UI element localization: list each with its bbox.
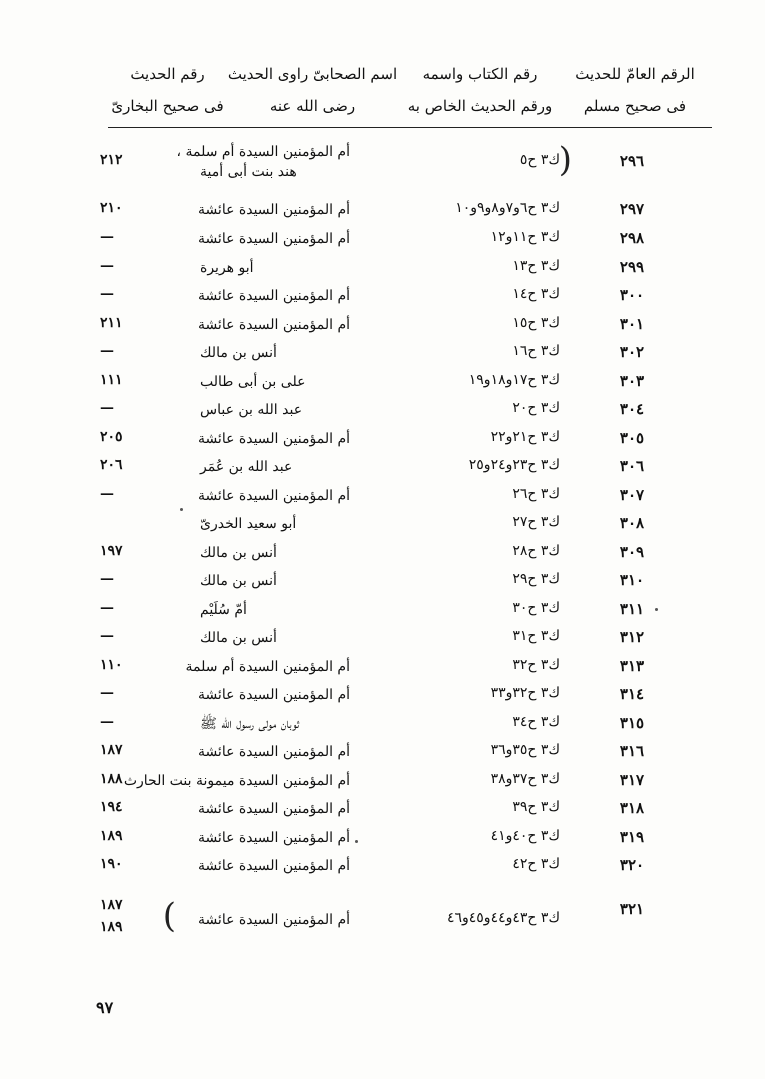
narrator-line: أم المؤمنين السيدة أم سلمة ، xyxy=(176,144,350,160)
book-number-cell: ك٣ ح٤٣و٤٤و٤٥و٤٦ xyxy=(446,910,560,926)
general-number-cell: ٣٠٤ xyxy=(619,400,645,418)
grouping-brace: ) xyxy=(162,896,176,936)
general-number-cell: ٣٠٧ xyxy=(619,486,645,504)
narrator-line: أنس بن مالك xyxy=(200,573,277,589)
narrator-cell xyxy=(197,315,350,335)
narrator-line: عبد الله بن عُمَر xyxy=(200,459,293,475)
narrator-cell xyxy=(197,486,350,506)
narrator-cell xyxy=(185,657,350,677)
bukhari-number-cell: ٢١٠ xyxy=(100,200,123,216)
bukhari-number-line: ١٨٩ xyxy=(100,919,123,935)
general-number-cell: ٣١٧ xyxy=(619,771,645,789)
narrator-cell xyxy=(200,543,350,563)
grouping-brace: ( xyxy=(558,140,572,180)
narrator-line: أبو سعيد الخدرىّ xyxy=(200,516,297,532)
book-number-cell: ك٣ ح٢٣و٢٤و٢٥ xyxy=(468,457,560,473)
header-book-number-line1: رقم الكتاب واسمه xyxy=(422,65,538,83)
bukhari-number-line: ١٨٧ xyxy=(100,897,123,913)
narrator-cell xyxy=(197,799,350,819)
general-number-cell: ٣١٩ xyxy=(619,828,645,846)
narrator-cell xyxy=(200,343,350,363)
general-number-cell: ٣١٤ xyxy=(619,685,645,703)
narrator-line: أم المؤمنين السيدة أم سلمة xyxy=(185,659,350,675)
book-number-cell: ك٣ ح٣٢ xyxy=(512,657,560,673)
narrator-line: أمّ سُلَيْم xyxy=(200,602,247,618)
narrator-line: أم المؤمنين السيدة عائشة xyxy=(197,858,350,874)
general-number-cell: ٣١٣ xyxy=(619,657,645,675)
book-number-cell: ك٣ ح١٤ xyxy=(512,286,560,302)
header-divider xyxy=(108,127,712,128)
book-number-cell: ك٣ ح٣٥و٣٦ xyxy=(490,742,560,758)
book-number-cell: ك٣ ح١٦ xyxy=(512,343,560,359)
general-number-cell: ٣١٥ xyxy=(619,714,645,732)
header-bukhari-number-line1: رقم الحديث xyxy=(130,65,205,83)
header-book-number xyxy=(400,58,560,122)
narrator-cell xyxy=(176,142,350,182)
narrator-cell xyxy=(200,514,350,534)
narrator-line: أم المؤمنين السيدة عائشة xyxy=(197,744,350,760)
narrator-line: على بن أبى طالب xyxy=(200,374,306,390)
bukhari-number-cell: — xyxy=(100,714,114,730)
header-general-number-line1: الرقم العامّ للحديث xyxy=(575,65,695,83)
general-number-cell: ٣٠٠ xyxy=(619,286,645,304)
bukhari-number-cell: — xyxy=(100,400,114,416)
header-general-number xyxy=(560,58,710,122)
table-header xyxy=(110,58,710,124)
narrator-line: أم المؤمنين السيدة عائشة xyxy=(197,830,350,846)
narrator-cell xyxy=(123,771,350,791)
general-number-cell: ٣٠٥ xyxy=(619,429,645,447)
header-book-number-line2: ورقم الحديث الخاص به xyxy=(407,97,553,115)
general-number-cell: ٢٩٧ xyxy=(619,200,645,218)
bukhari-number-cell: — xyxy=(100,600,114,616)
header-bukhari-number-line2: فى صحيح البخارىّ xyxy=(111,97,224,115)
narrator-cell xyxy=(200,571,350,591)
general-number-cell: ٣٠٨ xyxy=(619,514,645,532)
narrator-line: أم المؤمنين السيدة عائشة xyxy=(197,912,350,928)
book-number-cell: ك٣ ح٣٢و٣٣ xyxy=(490,685,560,701)
narrator-line: أبو هريرة xyxy=(200,260,254,276)
narrator-line: ثوبان مولى رسول الله ﷺ xyxy=(200,716,300,732)
book-number-cell: ك٣ ح٣٩ xyxy=(512,799,560,815)
bukhari-number-cell: ٢١٢ xyxy=(100,152,123,168)
bukhari-number-cell: — xyxy=(100,258,114,274)
general-number-cell: ٣٠٢ xyxy=(619,343,645,361)
bukhari-number-cell: ١٨٧ xyxy=(100,742,123,758)
bukhari-number-cell: ١٨٩ xyxy=(100,828,123,844)
general-number-cell: ٢٩٦ xyxy=(619,152,645,170)
narrator-cell xyxy=(197,742,350,762)
narrator-cell xyxy=(200,400,350,420)
narrator-line: أم المؤمنين السيدة عائشة xyxy=(197,317,350,333)
book-number-cell: ك٣ ح٤٢ xyxy=(512,856,560,872)
bukhari-number-cell: ٢٠٦ xyxy=(100,457,123,473)
table-body xyxy=(100,130,710,970)
narrator-line: أنس بن مالك xyxy=(200,630,277,646)
narrator-line: أم المؤمنين السيدة عائشة xyxy=(197,801,350,817)
narrator-line: أم المؤمنين السيدة ميمونة بنت الحارث xyxy=(123,773,350,789)
bukhari-number-cell: ١١١ xyxy=(100,372,123,388)
bukhari-number-cell: — xyxy=(100,685,114,701)
narrator-cell xyxy=(197,229,350,249)
general-number-cell: ٣١٢ xyxy=(619,628,645,646)
book-number-cell: ك٣ ح٢١و٢٢ xyxy=(490,429,560,445)
bukhari-number-cell: ١٩٠ xyxy=(100,856,123,872)
bukhari-number-cell: ١٩٧ xyxy=(100,543,123,559)
general-number-cell: ٣٠٣ xyxy=(619,372,645,390)
header-general-number-line2: فى صحيح مسلم xyxy=(583,97,687,115)
general-number-cell: ٣٠١ xyxy=(619,315,645,333)
narrator-line: أم المؤمنين السيدة عائشة xyxy=(197,231,350,247)
bukhari-number-cell: ١٩٤ xyxy=(100,799,123,815)
book-number-cell: ك٣ ح١٧و١٨و١٩ xyxy=(468,372,560,388)
bukhari-number-cell xyxy=(100,894,150,938)
book-number-cell: ك٣ ح٢٠ xyxy=(512,400,560,416)
narrator-line: أم المؤمنين السيدة عائشة xyxy=(197,288,350,304)
book-number-cell: ك٣ ح١٣ xyxy=(512,258,560,274)
header-bukhari-number xyxy=(110,58,225,122)
book-number-cell: ك٣ ح٥ xyxy=(519,152,560,168)
bukhari-number-cell: — xyxy=(100,571,114,587)
general-number-cell: ٣٢٠ xyxy=(619,856,645,874)
bukhari-number-cell: ١١٠ xyxy=(100,657,123,673)
narrator-line: أم المؤمنين السيدة عائشة xyxy=(197,488,350,504)
narrator-line: أم المؤمنين السيدة عائشة xyxy=(197,431,350,447)
bukhari-number-cell: — xyxy=(100,486,114,502)
narrator-line: أم المؤمنين السيدة عائشة xyxy=(197,202,350,218)
book-number-cell: ك٣ ح٢٩ xyxy=(512,571,560,587)
general-number-cell: ٣٢١ xyxy=(619,900,645,918)
general-number-cell: ٣٠٦ xyxy=(619,457,645,475)
narrator-cell xyxy=(200,714,350,734)
scan-speck xyxy=(355,840,358,843)
narrator-line: أنس بن مالك xyxy=(200,345,277,361)
narrator-cell xyxy=(197,828,350,848)
header-narrator xyxy=(225,58,400,122)
book-number-cell: ك٣ ح٦و٧و٨و٩و١٠ xyxy=(455,200,560,216)
narrator-cell xyxy=(200,372,350,392)
narrator-cell xyxy=(197,429,350,449)
book-number-cell: ك٣ ح١١و١٢ xyxy=(490,229,560,245)
narrator-cell xyxy=(197,685,350,705)
narrator-cell xyxy=(197,910,350,930)
bukhari-number-cell: — xyxy=(100,628,114,644)
book-number-cell: ك٣ ح٢٧ xyxy=(512,514,560,530)
narrator-cell xyxy=(197,856,350,876)
header-narrator-line1: اسم الصحابىّ راوى الحديث xyxy=(227,65,398,83)
book-number-cell: ك٣ ح٤٠و٤١ xyxy=(490,828,560,844)
general-number-cell: ٣١٠ xyxy=(619,571,645,589)
book-number-cell: ك٣ ح١٥ xyxy=(512,315,560,331)
narrator-cell xyxy=(200,600,350,620)
general-number-cell: ٣٠٩ xyxy=(619,543,645,561)
narrator-line: أم المؤمنين السيدة عائشة xyxy=(197,687,350,703)
narrator-cell xyxy=(200,457,350,477)
narrator-cell xyxy=(200,258,350,278)
bukhari-number-cell: ١٨٨ xyxy=(100,771,123,787)
book-number-cell: ك٣ ح٣١ xyxy=(512,628,560,644)
bukhari-number-cell: — xyxy=(100,286,114,302)
book-number-cell: ك٣ ح٣٤ xyxy=(512,714,560,730)
narrator-cell xyxy=(197,286,350,306)
book-number-cell: ك٣ ح٣٠ xyxy=(512,600,560,616)
bukhari-number-cell: ٢١١ xyxy=(100,315,123,331)
book-number-cell: ك٣ ح٣٧و٣٨ xyxy=(490,771,560,787)
general-number-cell: ٣١١ xyxy=(619,600,645,618)
scan-speck xyxy=(180,508,183,511)
book-number-cell: ك٣ ح٢٦ xyxy=(512,486,560,502)
narrator-line: هند بنت أبى أمية xyxy=(200,164,297,180)
general-number-cell: ٣١٦ xyxy=(619,742,645,760)
header-narrator-line2: رضى الله عنه xyxy=(269,97,356,115)
page-number: ٩٧ xyxy=(96,998,114,1017)
bukhari-number-cell: ٢٠٥ xyxy=(100,429,123,445)
narrator-line: عبد الله بن عباس xyxy=(200,402,303,418)
bukhari-number-cell: — xyxy=(100,343,114,359)
narrator-line: أنس بن مالك xyxy=(200,545,277,561)
general-number-cell: ٢٩٨ xyxy=(619,229,645,247)
scan-speck xyxy=(655,608,658,611)
narrator-cell xyxy=(200,628,350,648)
general-number-cell: ٢٩٩ xyxy=(619,258,645,276)
general-number-cell: ٣١٨ xyxy=(619,799,645,817)
book-number-cell: ك٣ ح٢٨ xyxy=(512,543,560,559)
narrator-cell xyxy=(197,200,350,220)
bukhari-number-cell: — xyxy=(100,229,114,245)
